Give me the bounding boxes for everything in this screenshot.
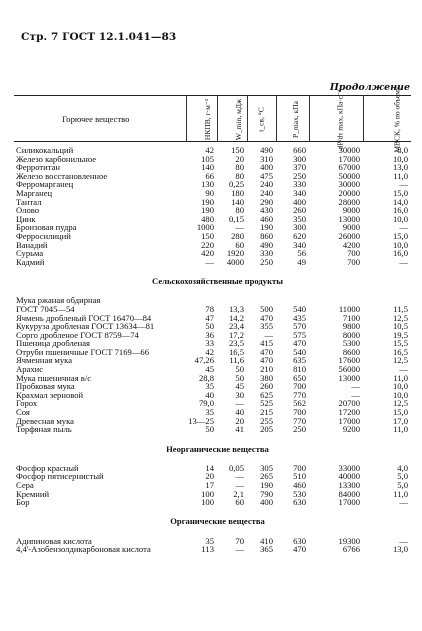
value-cell: 14 [205, 462, 214, 473]
value-cell: 180 [231, 187, 244, 198]
value-cell: — [351, 389, 360, 400]
value-cell: 1000 [196, 222, 214, 233]
value-cell: 50 [235, 372, 244, 383]
value-cell: 435 [293, 312, 306, 323]
value-cell: 190 [201, 205, 214, 216]
substance-name-cell: Сурьма [16, 248, 44, 259]
value-cell: 78 [205, 303, 214, 314]
value-cell: 10,0 [392, 153, 408, 164]
value-cell: 770 [293, 389, 306, 400]
substance-name-cell: Цинк [16, 213, 36, 224]
value-cell: 12,5 [392, 355, 408, 366]
value-cell: 380 [260, 372, 273, 383]
table-body [14, 142, 411, 554]
value-cell: 350 [293, 213, 306, 224]
value-cell: 10,0 [392, 239, 408, 250]
value-cell: 40 [235, 407, 244, 418]
value-cell: 10,0 [392, 213, 408, 224]
value-cell: 305 [260, 462, 273, 473]
value-cell: 210 [260, 364, 273, 375]
value-cell: 5,0 [397, 480, 408, 490]
value-cell: 470 [260, 312, 273, 323]
value-cell: — [235, 222, 244, 233]
substance-name-cell: Бронзовая пудра [16, 222, 77, 233]
value-cell: 0,15 [228, 213, 244, 224]
value-cell: 415 [260, 338, 273, 349]
value-cell: 12,5 [392, 312, 408, 323]
value-cell: 26000 [338, 230, 360, 241]
value-cell: 630 [293, 497, 306, 508]
value-cell: 310 [260, 153, 273, 164]
column-header-label: P_max, кПа [290, 100, 300, 138]
substance-name-cell: Пшеница дробленая [16, 338, 90, 349]
value-cell: 56000 [338, 364, 360, 375]
value-cell: — [399, 364, 408, 375]
value-cell: 4,0 [397, 462, 408, 473]
value-cell: 11,0 [393, 424, 408, 435]
value-cell: 40 [205, 389, 214, 400]
value-cell: 140 [231, 196, 244, 207]
column-header-label: dP/dτ max, кПа·с⁻¹ [334, 89, 344, 149]
value-cell: 300 [293, 222, 306, 233]
value-cell: 130 [201, 179, 214, 190]
substance-name-cell: Торфяная пыль [16, 424, 72, 435]
value-cell: 20 [235, 153, 244, 164]
value-cell: — [399, 256, 408, 267]
section-heading-row [14, 266, 411, 296]
value-cell: 17600 [338, 355, 360, 366]
value-cell: 23,5 [228, 338, 244, 349]
value-cell: 14,2 [228, 312, 244, 323]
value-cell: 475 [260, 170, 273, 181]
value-cell: 20700 [338, 398, 360, 409]
value-cell: 5300 [342, 338, 360, 349]
value-cell: — [235, 480, 244, 490]
value-cell: 240 [260, 187, 273, 198]
value-cell: 17000 [338, 153, 360, 164]
value-cell: 770 [293, 415, 306, 426]
value-cell: 660 [293, 145, 306, 155]
value-cell: 430 [260, 205, 273, 216]
column-header [276, 96, 309, 142]
value-cell: 460 [293, 480, 306, 490]
value-cell: 6766 [342, 544, 360, 555]
value-cell: 330 [293, 179, 306, 190]
substance-name-cell: Горох [16, 398, 38, 409]
value-cell: 9000 [342, 205, 360, 216]
substance-name-cell: Мука ржаная обдирная [16, 295, 101, 306]
value-cell: 50 [205, 424, 214, 435]
value-cell: 35 [205, 381, 214, 392]
value-cell: 17000 [338, 497, 360, 508]
value-cell: 11,6 [229, 355, 244, 366]
value-cell: 16,0 [392, 205, 408, 216]
column-header [186, 96, 217, 142]
value-cell: 84000 [338, 488, 360, 499]
column-header [309, 89, 363, 149]
substance-name-cell: Марганец [16, 187, 53, 198]
value-cell: 470 [293, 544, 306, 555]
table-row [14, 425, 411, 434]
value-cell: 20 [235, 415, 244, 426]
substance-name-cell: Отруби пшеничные ГОСТ 7169—66 [16, 346, 150, 357]
value-cell: 11,0 [393, 372, 408, 383]
value-cell: 50 [205, 321, 214, 332]
value-cell: 45 [235, 381, 244, 392]
value-cell: 260 [293, 205, 306, 216]
value-cell: 340 [293, 239, 306, 250]
value-cell: 11,5 [393, 303, 408, 314]
substance-name-cell: Олово [16, 205, 40, 216]
value-cell: 19300 [338, 535, 360, 546]
value-cell: 42 [205, 145, 214, 155]
value-cell: 13,3 [228, 303, 244, 314]
value-cell: 50000 [338, 170, 360, 181]
continuation-label: Продолжение [329, 82, 410, 93]
substance-name-cell: Сера [16, 480, 34, 490]
value-cell: 28,8 [198, 372, 214, 383]
substance-name-cell: Ячмень дробленый ГОСТ 16470—84 [16, 312, 152, 323]
value-cell: 280 [231, 230, 244, 241]
value-cell: 700 [293, 407, 306, 418]
value-cell: 15,0 [392, 230, 408, 241]
value-cell: 40000 [338, 471, 360, 482]
value-cell: 300 [293, 153, 306, 164]
value-cell: 400 [260, 497, 273, 508]
substance-name-cell: Силикокальций [16, 145, 74, 155]
value-cell: — [235, 544, 244, 555]
table-header-row [14, 96, 411, 142]
substance-name-cell: Ферросилиций [16, 230, 71, 241]
value-cell: 420 [201, 248, 214, 259]
value-cell: 8600 [342, 346, 360, 357]
value-cell: 250 [293, 170, 306, 181]
value-cell: 530 [293, 488, 306, 499]
value-cell: 49 [297, 256, 306, 267]
value-cell: 28000 [338, 196, 360, 207]
value-cell: 10,0 [392, 389, 408, 400]
value-cell: 220 [201, 239, 214, 250]
value-cell: 80 [235, 170, 244, 181]
value-cell: 0,05 [228, 462, 244, 473]
value-cell: 205 [260, 424, 273, 435]
value-cell: 36 [205, 329, 214, 340]
substance-name-cell: Фосфор красный [16, 462, 79, 473]
value-cell: 2,1 [233, 488, 244, 499]
value-cell: 16,5 [228, 346, 244, 357]
value-cell: 45 [205, 364, 214, 375]
value-cell: 30000 [338, 179, 360, 190]
value-cell: 17,2 [228, 329, 244, 340]
column-header-label: W_min, мДж [233, 98, 243, 140]
value-cell: 17200 [338, 407, 360, 418]
value-cell: 17 [205, 480, 214, 490]
value-cell: 15,0 [392, 187, 408, 198]
column-header-label: НКПВ, г·м⁻³ [202, 98, 212, 140]
substance-name-cell: Железо восстановленное [16, 170, 108, 181]
value-cell: 13000 [338, 372, 360, 383]
value-cell: 8000 [342, 329, 360, 340]
value-cell: 525 [260, 398, 273, 409]
value-cell: 355 [260, 321, 273, 332]
value-cell: 33 [205, 338, 214, 349]
value-cell: 12,5 [392, 398, 408, 409]
value-cell: 4000 [226, 256, 244, 267]
value-cell: 650 [293, 372, 306, 383]
value-cell: 33000 [338, 462, 360, 473]
value-cell: 700 [347, 256, 360, 267]
table-row [14, 498, 411, 507]
value-cell: 410 [260, 535, 273, 546]
value-cell: 35 [205, 407, 214, 418]
value-cell: 190 [201, 196, 214, 207]
value-cell: 10,0 [392, 381, 408, 392]
value-cell: — [235, 398, 244, 409]
value-cell: 13300 [338, 480, 360, 490]
value-cell: 17000 [338, 415, 360, 426]
value-cell: 15,5 [392, 338, 408, 349]
table-row [14, 258, 411, 267]
value-cell: 255 [260, 415, 273, 426]
value-cell: — [399, 179, 408, 190]
section-heading: Сельскохозяйственные продукты [152, 276, 283, 287]
value-cell: 630 [293, 535, 306, 546]
value-cell: 490 [260, 145, 273, 155]
value-cell: 8,0 [397, 145, 408, 155]
value-cell: 11,0 [393, 170, 408, 181]
section-heading: Органические вещества [170, 516, 265, 527]
value-cell: 16,5 [392, 346, 408, 357]
value-cell: 10,5 [392, 321, 408, 332]
value-cell: — [205, 256, 214, 267]
value-cell: 4200 [342, 239, 360, 250]
substance-name-cell: Бор [16, 497, 30, 508]
substance-name-cell: Сорго дробленое ГОСТ 8759—74 [16, 329, 139, 340]
value-cell: 5,0 [397, 471, 408, 482]
value-cell: 400 [260, 162, 273, 173]
value-cell: 140 [201, 162, 214, 173]
value-cell: 113 [201, 544, 214, 555]
value-cell: 570 [293, 321, 306, 332]
substance-name-cell: Ячменная мука [16, 355, 73, 366]
substance-name-cell: Ферротитан [16, 162, 61, 173]
column-header [217, 96, 247, 142]
value-cell: 56 [297, 248, 306, 259]
value-cell: 16,0 [392, 248, 408, 259]
substance-name-cell: ГОСТ 7045—54 [16, 303, 75, 314]
value-cell: 1920 [226, 248, 244, 259]
value-cell: 23,4 [228, 321, 244, 332]
value-cell: 80 [235, 162, 244, 173]
value-cell: 105 [201, 153, 214, 164]
value-cell: — [235, 471, 244, 482]
value-cell: 70 [235, 535, 244, 546]
value-cell: 30 [235, 389, 244, 400]
value-cell: 15,0 [392, 407, 408, 418]
value-cell: 790 [260, 488, 273, 499]
substance-name-cell: Крахмал зерновой [16, 389, 84, 400]
value-cell: 540 [293, 346, 306, 357]
value-cell: 860 [260, 230, 273, 241]
value-cell: 250 [260, 256, 273, 267]
value-cell: 17,0 [392, 415, 408, 426]
value-cell: 470 [260, 355, 273, 366]
value-cell: 470 [260, 346, 273, 357]
substance-name-cell: Адипиновая кислота [16, 535, 92, 546]
value-cell: 50 [235, 364, 244, 375]
value-cell: 480 [201, 213, 214, 224]
value-cell: 13000 [338, 213, 360, 224]
substance-name-cell: Мука пшеничная в/с [16, 372, 92, 383]
value-cell: 60 [235, 239, 244, 250]
value-cell: 13—25 [188, 415, 214, 426]
value-cell: 30000 [338, 145, 360, 155]
value-cell: 9200 [342, 424, 360, 435]
value-cell: 7100 [342, 312, 360, 323]
substance-name-cell: Кадмий [16, 256, 45, 267]
value-cell: 490 [260, 239, 273, 250]
value-cell: 100 [201, 488, 214, 499]
value-cell: 100 [201, 497, 214, 508]
value-cell: 265 [260, 471, 273, 482]
value-cell: 240 [260, 179, 273, 190]
value-cell: 700 [347, 248, 360, 259]
value-cell: 620 [293, 230, 306, 241]
substance-name-cell: Соя [16, 407, 30, 418]
value-cell: 340 [293, 187, 306, 198]
value-cell: 700 [293, 462, 306, 473]
value-cell: 190 [260, 480, 273, 490]
value-cell: — [264, 329, 273, 340]
column-header: Горючее вещество [14, 96, 186, 142]
substance-name-cell: Пробковая мука [16, 381, 75, 392]
value-cell: 625 [260, 389, 273, 400]
value-cell: 500 [260, 303, 273, 314]
value-cell: 67000 [338, 162, 360, 173]
value-cell: 330 [260, 248, 273, 259]
value-cell: 810 [293, 364, 306, 375]
value-cell: 11,0 [393, 488, 408, 499]
value-cell: 400 [293, 196, 306, 207]
value-cell: 510 [293, 471, 306, 482]
value-cell: 215 [260, 407, 273, 418]
value-cell: 0,25 [228, 179, 244, 190]
value-cell: 470 [293, 338, 306, 349]
page-header: Стр. 7 ГОСТ 12.1.041—83 [21, 31, 177, 43]
value-cell: 20000 [338, 187, 360, 198]
value-cell: 35 [205, 535, 214, 546]
value-cell: 635 [293, 355, 306, 366]
column-header-label: МВСК, % по объему [392, 85, 402, 153]
section-heading-row [14, 507, 411, 537]
value-cell: 11000 [338, 303, 360, 314]
value-cell: 80 [235, 205, 244, 216]
substance-name-cell: Кукуруза дробленая ГОСТ 13634—81 [16, 321, 155, 332]
value-cell: 365 [260, 544, 273, 555]
value-cell: 13,0 [392, 162, 408, 173]
value-cell: 20 [205, 471, 214, 482]
value-cell: 460 [260, 213, 273, 224]
substance-name-cell: Ферромарганец [16, 179, 74, 190]
value-cell: 41 [235, 424, 244, 435]
substance-name-cell: 4,4'-Азобензолдикарбоновая кислота [16, 544, 151, 555]
value-cell: 42 [205, 346, 214, 357]
value-cell: 9000 [342, 222, 360, 233]
column-header-label: t_св, °С [257, 106, 266, 132]
substance-name-cell: Железо карбонильное [16, 153, 97, 164]
value-cell: 19,5 [392, 329, 408, 340]
substance-name-cell: Ванадий [16, 239, 48, 250]
value-cell: — [399, 497, 408, 508]
value-cell: 250 [293, 424, 306, 435]
section-heading: Неорганические вещества [166, 443, 269, 454]
value-cell: 700 [293, 381, 306, 392]
value-cell: — [399, 535, 408, 546]
value-cell: 562 [293, 398, 306, 409]
value-cell: 47,26 [194, 355, 214, 366]
value-cell: — [351, 381, 360, 392]
value-cell: 540 [293, 303, 306, 314]
value-cell: 9800 [342, 321, 360, 332]
value-cell: 575 [293, 329, 306, 340]
value-cell: 14,0 [392, 196, 408, 207]
value-cell: 290 [260, 196, 273, 207]
section-heading-row [14, 434, 411, 464]
substance-name-cell: Фосфор пятисернистый [16, 471, 104, 482]
column-header [247, 96, 276, 142]
substance-name-cell: Тантал [16, 196, 42, 207]
value-cell: — [399, 222, 408, 233]
value-cell: 79,0 [198, 398, 214, 409]
value-cell: 13,0 [392, 544, 408, 555]
value-cell: 150 [201, 230, 214, 241]
substance-name-cell: Кремний [16, 488, 50, 499]
value-cell: 260 [260, 381, 273, 392]
value-cell: 190 [260, 222, 273, 233]
value-cell: 60 [235, 497, 244, 508]
value-cell: 66 [205, 170, 214, 181]
value-cell: 90 [205, 187, 214, 198]
value-cell: 150 [231, 145, 244, 155]
substance-name-cell: Древесная мука [16, 415, 74, 426]
value-cell: 47 [205, 312, 214, 323]
table-row [14, 545, 411, 554]
value-cell: 370 [293, 162, 306, 173]
substance-name-cell: Арахис [16, 364, 44, 375]
